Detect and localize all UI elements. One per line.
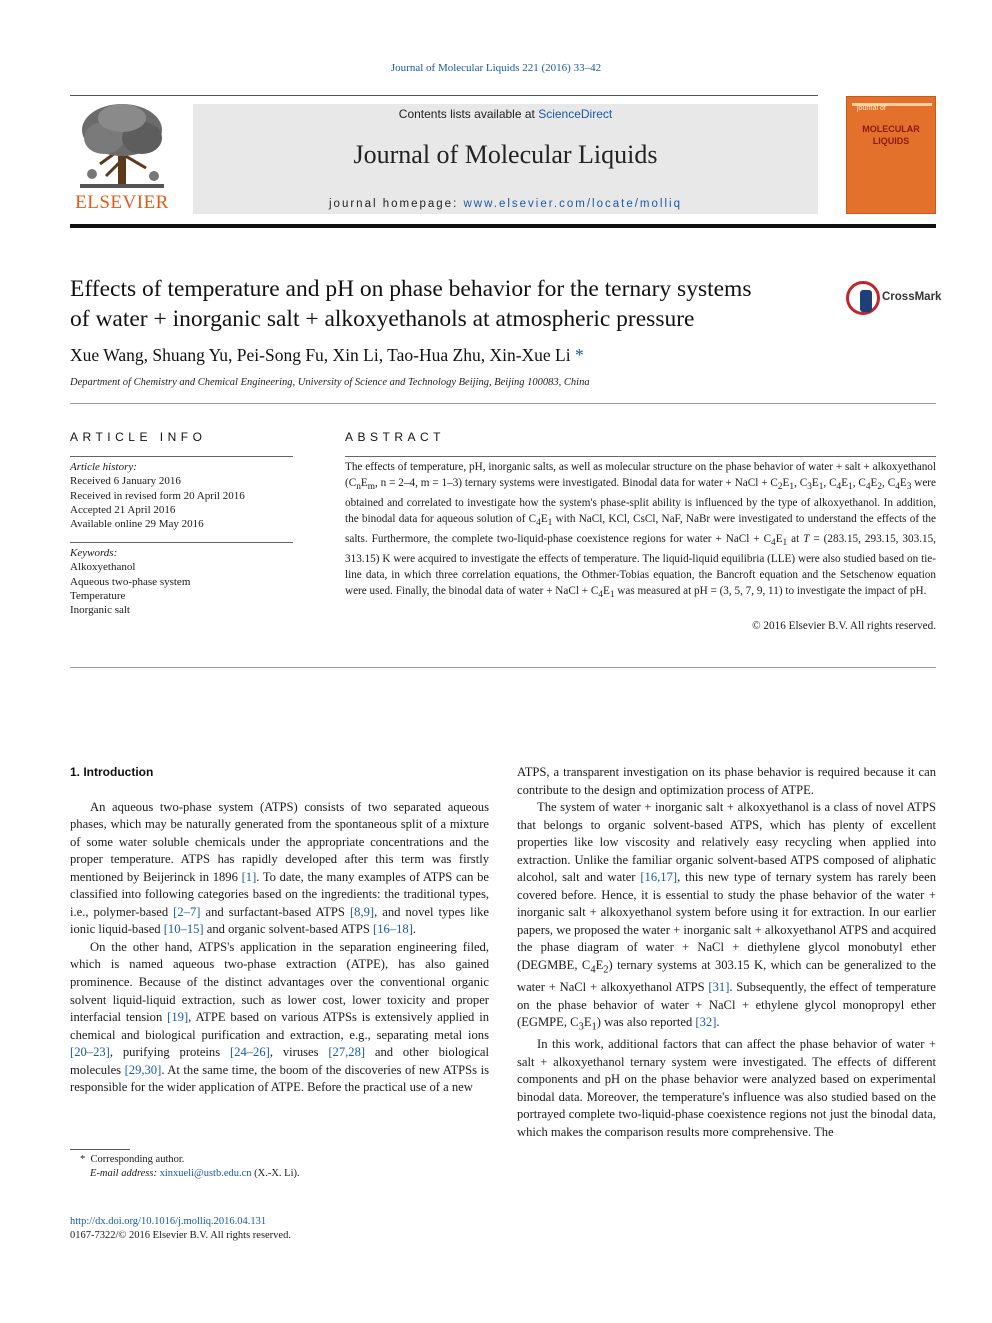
header-divider: [70, 403, 936, 404]
keyword: Inorganic salt: [70, 604, 130, 617]
cover-title-line2: LIQUIDS: [872, 136, 910, 146]
reference-link[interactable]: [16–18]: [373, 922, 413, 937]
reference-link[interactable]: [24–26]: [229, 1045, 270, 1060]
abstract-label: ABSTRACT: [345, 430, 446, 444]
abstract-text: The effects of temperature, pH, inorganic salts, as well as molecular structure on the phase behavior of water + salt + alkoxyethanol ($C_nE_m$, n = 2–4, m = 1–3) ternary systems were investigated. Binodal data for water + NaCl + $C_2E_1$, $C_3E_1$, $C_4E_1$, $C_4E_2$, $C_4E_3$ were obtained and correlated to investigate how the system's phase-split ability is influenced by the type of alkoxyethanol. In addition, the binodal data for aqueous solution of $C_4E_1$ with NaCl, KCl, CsCl, NaF, NaBr were investigated to understand the effects of the salts. Furthermore, the complete two-liquid-phase coexistence regions for water + NaCl + $C_4E_1$ at T = (283.15, 293.15, 303.15, 313.15) K were acquired to investigate the effects of temperature. The liquid-liquid equilibria (LLE) were also studied based on tie-line data, in which three correlation equations, the Othmer-Tobias equation, the Bancroft equation and the Setschenow equation were used. Finally, the binodal data of water + NaCl + $C_4E_1$ was measured at pH = (3, 5, 7, 9, 11) to investigate the impact of pH.: [345, 461, 936, 600]
title-line-2: of water + inorganic salt + alkoxyethanols at atmospheric pressure: [70, 306, 695, 332]
homepage-link[interactable]: www.elsevier.com/locate/molliq: [463, 198, 682, 210]
info-rule-1: [70, 456, 293, 457]
body-paragraph: On the other hand, ATPS's application in the separation engineering filed, which is named aqueous two-phase extraction (ATPE), has also gained prominence. Because of the distinct advantages over the conventional organic solvent liquid-liquid extraction, such as lower cost, lower toxicity and proper interfacial tension [19], ATPE based on various ATPSs is extensively applied in chemical and biological purification and extraction, e.g., separating metal ions [20–23], purifying proteins [24–26], viruses [27,28] and other biological molecules [29,30]. At the same time, the boom of the discoveries of new ATPSs is responsible for the wider application of ATPE. Before the practical use of a new: [70, 939, 490, 1095]
abstract-rule: [345, 456, 936, 457]
body-column-right: [517, 764, 936, 1142]
abstract-copyright: © 2016 Elsevier B.V. All rights reserved.: [752, 620, 936, 632]
history-item: Accepted 21 April 2016: [70, 503, 176, 516]
doi-link[interactable]: http://dx.doi.org/10.1016/j.molliq.2016.04.131: [70, 1216, 267, 1227]
affiliation: Department of Chemistry and Chemical Engineering, University of Science and Technology Beijing, Beijing 100083, China: [70, 377, 590, 388]
contents-line: [193, 107, 818, 121]
history-item: Available online 29 May 2016: [70, 518, 204, 531]
abstract-divider: [70, 667, 936, 668]
history-item: Received in revised form 20 April 2016: [70, 489, 245, 502]
title-line-1: Effects of temperature and pH on phase behavior for the ternary systems: [70, 276, 752, 302]
journal-cover: [846, 96, 936, 214]
body-column-left: [70, 764, 489, 1097]
reference-link[interactable]: [32]: [695, 1015, 717, 1030]
journal-homepage: [193, 198, 818, 210]
journal-title: Journal of Molecular Liquids: [353, 140, 658, 169]
keywords-heading: Keywords:: [70, 547, 118, 559]
footnote-rule: [70, 1149, 130, 1150]
author-list: [70, 345, 584, 366]
reference-link[interactable]: [31]: [708, 980, 730, 995]
email-footnote: [90, 1168, 300, 1179]
reference-link[interactable]: [1]: [241, 869, 257, 884]
cover-small-text: journal of: [857, 105, 886, 112]
contents-prefix: Contents lists available at: [398, 107, 539, 121]
crossmark-icon: [846, 281, 880, 315]
tree-icon: [70, 100, 174, 192]
article-title: [70, 274, 830, 334]
email-suffix: (X.-X. Li).: [254, 1168, 300, 1179]
journal-citation[interactable]: Journal of Molecular Liquids 221 (2016) 33–42: [390, 62, 602, 74]
article-info-label: ARTICLE INFO: [70, 430, 207, 444]
keywords: [70, 546, 293, 617]
body-paragraph: ATPS, a transparent investigation on its phase behavior is required because it can contribute to the design and optimization process of ATPE.: [517, 765, 936, 797]
history-item: Received 6 January 2016: [70, 475, 181, 488]
body-paragraph: An aqueous two-phase system (ATPS) consists of two separated aqueous phases, which may be naturally generated from the spontaneous split of a mixture of some water soluble chemicals under the appropriate concentrations and the proper temperature. ATPS has rapidly developed after this term was firstly mentioned by Beijerinck in 1896 [1]. To date, the many examples of ATPS can be classified into following categories based on the ingredients: the traditional types, i.e., polymer-based [2–7] and surfactant-based ATPS [8,9], and novel types like ionic liquid-based [10–15] and organic solvent-based ATPS [16–18].: [70, 799, 489, 937]
crossmark-label: CrossMark: [882, 291, 942, 303]
email-label: E-mail address:: [90, 1168, 157, 1179]
elsevier-logo: [70, 100, 174, 214]
article-history: [70, 460, 293, 531]
keyword: Temperature: [70, 589, 126, 602]
reference-link[interactable]: [16,17]: [640, 870, 678, 885]
sciencedirect-link[interactable]: ScienceDirect: [538, 107, 613, 121]
section-heading: 1. Introduction: [70, 765, 154, 779]
crossmark-badge[interactable]: [846, 281, 942, 315]
masthead-top-rule: [70, 95, 818, 96]
history-heading: Article history:: [70, 461, 137, 473]
reference-link[interactable]: [27,28]: [328, 1045, 366, 1060]
footnote-text: Corresponding author.: [90, 1154, 185, 1165]
publisher-wordmark: ELSEVIER: [75, 192, 169, 213]
reference-link[interactable]: [8,9]: [349, 904, 375, 919]
cover-title: [847, 123, 935, 147]
authors-text: Xue Wang, Shuang Yu, Pei-Song Fu, Xin Li, Tao-Hua Zhu, Xin-Xue Li: [70, 345, 571, 365]
cover-title-line1: MOLECULAR: [862, 124, 920, 134]
homepage-prefix: journal homepage:: [329, 198, 464, 210]
keyword: Aqueous two-phase system: [70, 575, 191, 588]
footnote-mark: *: [80, 1154, 86, 1165]
corresponding-footnote: [80, 1154, 184, 1165]
body-paragraph: In this work, additional factors that can affect the phase behavior of water + salt + alkoxyethanol ternary system were investigated. The effects of different components and pH on the phase behavior were analyzed based on experimental binodal data. Moreover, the temperature's influence was also studied based on the portrayed complete two-liquid-phase coexistence regions not just the binodal data, which makes the comparison results more comprehensive. The: [517, 1037, 936, 1139]
reference-link[interactable]: [10–15]: [163, 922, 204, 937]
body-paragraph: The system of water + inorganic salt + alkoxyethanol is a class of novel ATPS that belongs to organic solvent-based ATPS, which has plenty of excellent properties like low viscosity and relatively easy recycling when applied into extraction. Unlike the familiar organic solvent-based ATPS composed of aliphatic alcohol, salt and water [16,17], this new type of ternary system has rarely been covered before. Hence, it is essential to study the phase behavior of the water + inorganic salt + alkoxyethanol system before using it for extraction. In our earlier papers, we proposed the water + inorganic salt + alkoxyethanol ATPS and acquired the phase diagram of water + NaCl + diethylene glycol monobutyl ether (DEGMBE, $C_4E_2$) ternary systems at 303.15 K, which can be generalized to the water + NaCl + alkoxyethanol ATPS [31]. Subsequently, the effect of temperature on the phase behavior of water + NaCl + ethylene glycol monopropyl ether (EGMPE, $C_3E_1$) was also reported [32].: [517, 800, 936, 1033]
reference-link[interactable]: [2–7]: [173, 904, 201, 919]
email-link[interactable]: xinxueli@ustb.edu.cn: [159, 1168, 252, 1179]
masthead-bottom-rule: [70, 224, 936, 228]
info-rule-2: [70, 542, 293, 543]
keyword: Alkoxyethanol: [70, 561, 136, 574]
reference-link[interactable]: [29,30]: [124, 1062, 162, 1077]
reference-link[interactable]: [19]: [167, 1010, 189, 1025]
issn-line: 0167-7322/© 2016 Elsevier B.V. All rights reserved.: [70, 1230, 291, 1241]
corresponding-author-mark[interactable]: *: [574, 345, 584, 365]
journal-masthead: [193, 104, 818, 214]
reference-link[interactable]: [20–23]: [70, 1045, 110, 1060]
